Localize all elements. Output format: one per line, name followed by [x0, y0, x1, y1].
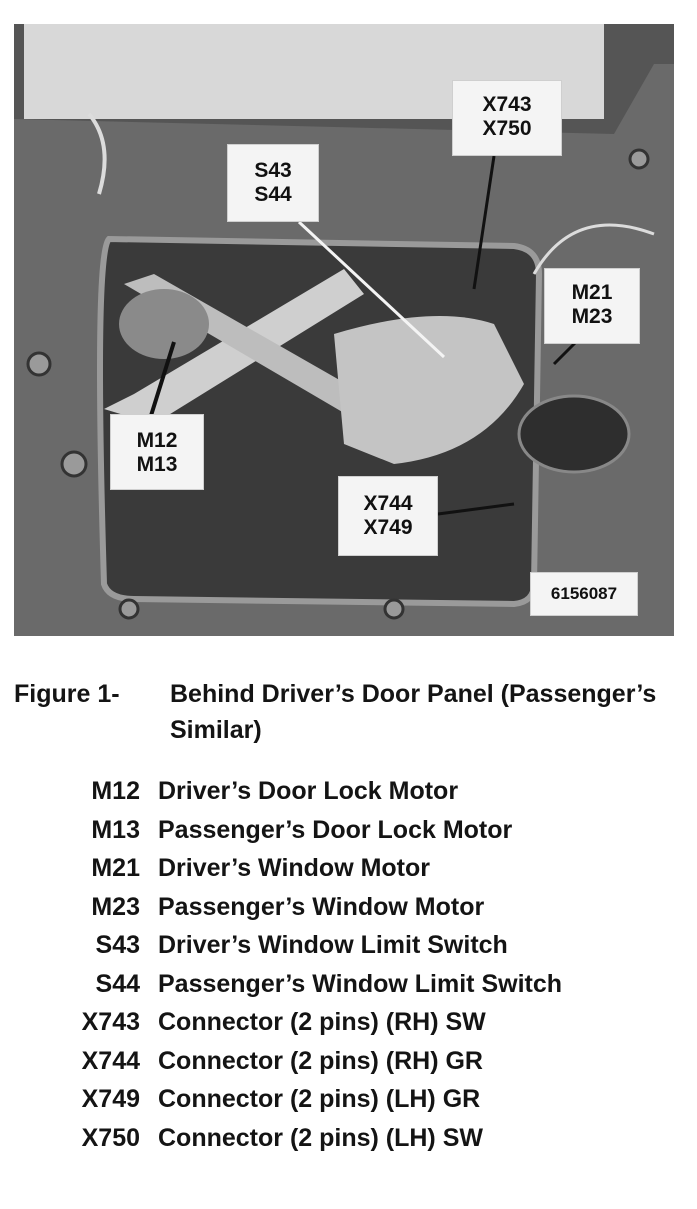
callout-line: S43 — [254, 159, 292, 182]
bolt — [385, 600, 403, 618]
legend-item — [40, 888, 680, 927]
legend-description: Driver’s Window Motor — [158, 854, 431, 882]
legend-code: X749 — [81, 1085, 140, 1113]
legend-item — [40, 1080, 680, 1119]
photo-id-label: 6156087 — [530, 572, 638, 616]
legend-item — [40, 1042, 680, 1081]
callout-line: M13 — [136, 453, 178, 476]
legend-code: X743 — [81, 1008, 140, 1036]
legend-item — [40, 811, 680, 850]
callout-line: X749 — [363, 516, 413, 539]
callout-line: X750 — [482, 117, 532, 140]
legend-description: Connector (2 pins) (LH) GR — [158, 1085, 481, 1113]
bolt — [120, 600, 138, 618]
legend-code: S43 — [95, 931, 140, 959]
legend-description: Driver’s Window Limit Switch — [158, 931, 508, 959]
door-panel-photo — [14, 24, 674, 636]
legend-code: M12 — [91, 777, 140, 805]
legend-code: M23 — [91, 892, 140, 921]
legend-description: Passenger’s Door Lock Motor — [158, 815, 513, 844]
callout-x743-x750 — [452, 80, 562, 156]
legend-item — [40, 1119, 680, 1158]
callout-line: X744 — [363, 492, 413, 515]
legend-code: M13 — [91, 815, 140, 844]
legend-description: Driver’s Door Lock Motor — [158, 777, 459, 805]
lock-motor — [119, 289, 209, 359]
legend-code: S44 — [95, 969, 140, 998]
figure-title: Behind Driver’s Door Panel (Passenger’s Similar) — [170, 680, 657, 744]
legend-code: M21 — [91, 854, 140, 882]
window-motor — [519, 396, 629, 472]
legend-item — [40, 965, 680, 1004]
callout-s43-s44 — [227, 144, 319, 222]
callout-x744-x749 — [338, 476, 438, 556]
bolt — [62, 452, 86, 476]
callout-m21-m23 — [544, 268, 640, 344]
callout-m12-m13 — [110, 414, 204, 490]
legend-item — [40, 1003, 680, 1042]
legend-item — [40, 926, 680, 965]
legend-description: Passenger’s Window Motor — [158, 892, 485, 921]
bolt — [28, 353, 50, 375]
legend-description: Connector (2 pins) (LH) SW — [158, 1123, 483, 1152]
legend-code: X744 — [81, 1046, 140, 1075]
legend-list — [40, 772, 680, 1157]
callout-line: X743 — [482, 93, 532, 116]
figure-number: Figure 1- — [14, 680, 120, 708]
callout-line: M21 — [571, 281, 613, 304]
legend-code: X750 — [81, 1123, 140, 1152]
legend-description: Connector (2 pins) (RH) SW — [158, 1008, 486, 1036]
legend-item — [40, 772, 680, 811]
legend-item — [40, 849, 680, 888]
bolt — [630, 150, 648, 168]
callout-line: S44 — [254, 183, 292, 206]
callout-line: M12 — [136, 429, 178, 452]
legend-description: Connector (2 pins) (RH) GR — [158, 1046, 483, 1075]
callout-line: M23 — [571, 305, 613, 328]
legend-description: Passenger’s Window Limit Switch — [158, 969, 563, 998]
